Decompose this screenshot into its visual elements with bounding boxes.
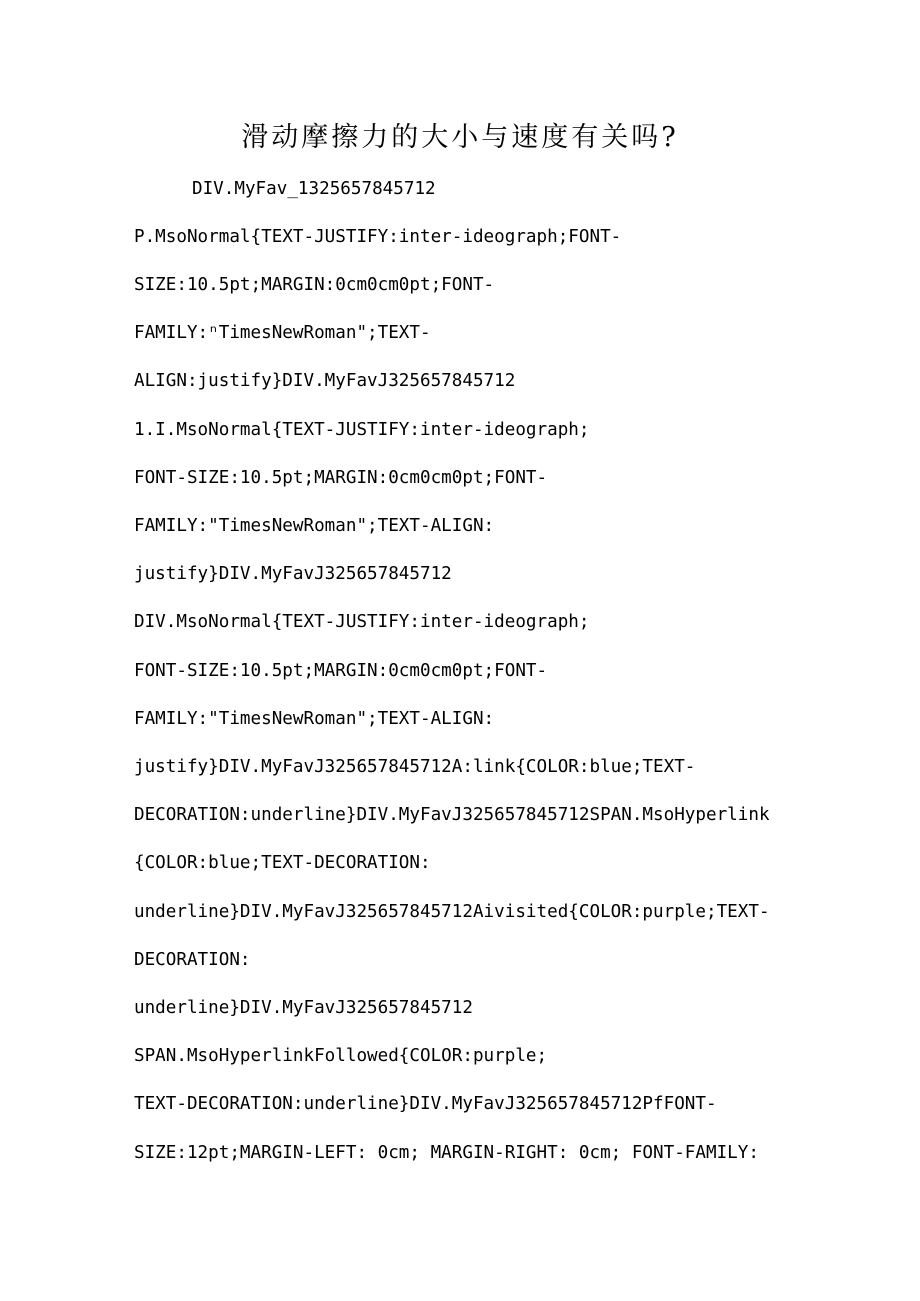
text-line: FAMILY:"TimesNewRoman";TEXT-ALIGN: <box>134 709 495 729</box>
text-line: 1.I.MsoNormal{TEXT-JUSTIFY:inter-ideograph; <box>134 420 590 440</box>
text-line: underline}DIV.MyFavJ325657845712Aivisited{COLOR:purple;TEXT- <box>134 902 770 922</box>
document-title: 滑动摩擦力的大小与速度有关吗? <box>241 122 679 153</box>
text-line: DIV.MyFav_1325657845712 <box>192 179 436 199</box>
text-line: SIZE:10.5pt;MARGIN:0cm0cm0pt;FONT- <box>134 275 495 295</box>
text-line: P.MsoNormal{TEXT-JUSTIFY:inter-ideograph;FONT- <box>134 227 622 247</box>
text-line: underline}DIV.MyFavJ325657845712 <box>134 998 473 1018</box>
text-line: ALIGN:justify}DIV.MyFavJ325657845712 <box>134 371 516 391</box>
text-line: SPAN.MsoHyperlinkFollowed{COLOR:purple; <box>134 1046 548 1066</box>
text-line: DECORATION:underline}DIV.MyFavJ325657845712SPAN.MsoHyperlink <box>134 805 770 825</box>
text-line: TEXT-DECORATION:underline}DIV.MyFavJ325657845712PfFONT- <box>134 1094 717 1114</box>
text-line: FAMILY:"TimesNewRoman";TEXT-ALIGN: <box>134 516 495 536</box>
text-line: justify}DIV.MyFavJ325657845712 <box>134 564 452 584</box>
text-line: FAMILY:ⁿTimesNewRoman";TEXT- <box>134 323 431 343</box>
text-line: justify}DIV.MyFavJ325657845712A:link{COLOR:blue;TEXT- <box>134 757 696 777</box>
text-line: SIZE:12pt;MARGIN-LEFT: 0cm; MARGIN-RIGHT: 0cm; FONT-FAMILY: <box>134 1143 759 1163</box>
text-line: FONT-SIZE:10.5pt;MARGIN:0cm0cm0pt;FONT- <box>134 468 548 488</box>
text-line: FONT-SIZE:10.5pt;MARGIN:0cm0cm0pt;FONT- <box>134 661 548 681</box>
text-line: DECORATION: <box>134 950 251 970</box>
text-line: DIV.MsoNormal{TEXT-JUSTIFY:inter-ideograph; <box>134 612 590 632</box>
text-line: {COLOR:blue;TEXT-DECORATION: <box>134 853 431 873</box>
